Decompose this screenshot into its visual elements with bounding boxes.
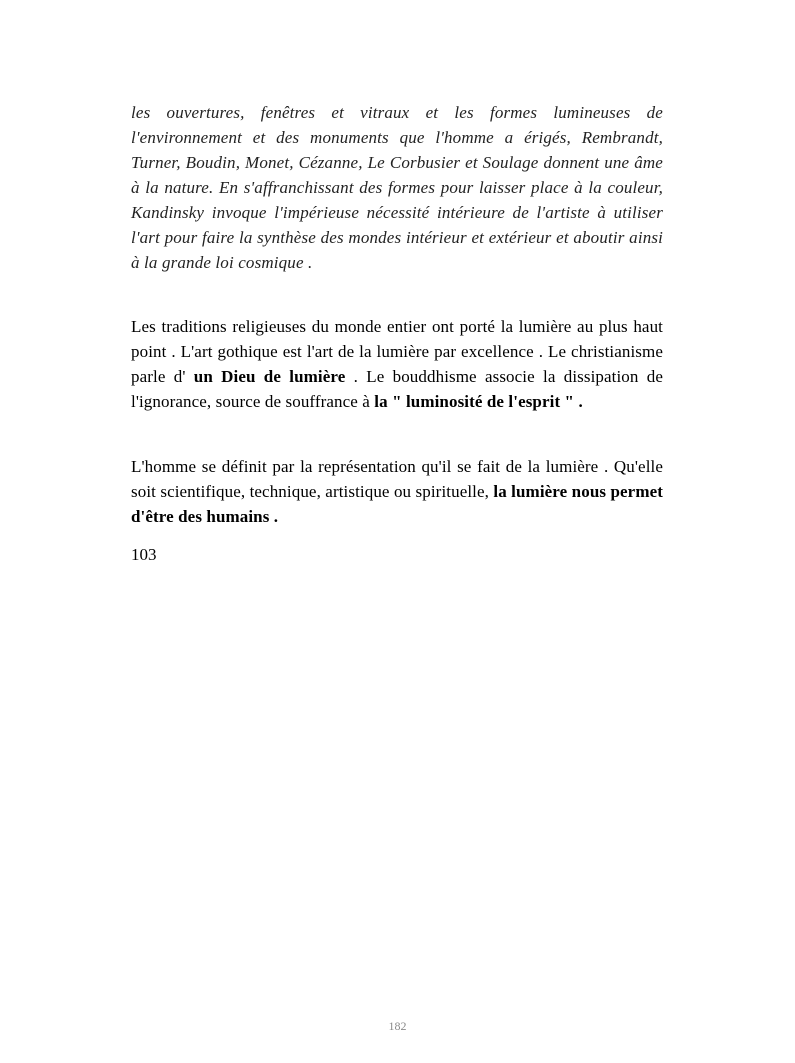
p2-text-2: . Le bouddhisme associe la dissipation de l'ignorance, source de souffrance à: [131, 367, 663, 411]
p2-bold-luminosite-esprit: la " luminosité de l'esprit " .: [374, 392, 583, 411]
note-number: 103: [131, 545, 157, 564]
paragraph-religious-traditions: [131, 314, 663, 414]
paragraph-human-light: [131, 454, 663, 529]
p2-text-1: Les traditions religieuses du monde entier ont porté la lumière au plus haut point . L'art gothique est l'art de la lumière par excellence . Le christianisme parle d': [131, 317, 663, 386]
p2-bold-dieu-de-lumiere: un Dieu de lumière: [193, 367, 346, 386]
paragraph-artists-light: les ouvertures, fenêtres et vitraux et les formes lumineuses de l'environnement et des monuments que l'homme a érigés, Rembrandt, Turner, Boudin, Monet, Cézanne, Le Corbusier et Soulage donnent une âme à la nature. En s'affranchissant des formes pour laisser place à la couleur, Kandinsky invoque l'impérieuse nécessité intérieure de l'artiste à utiliser l'art pour faire la synthèse des mondes intérieur et extérieur et aboutir ainsi à la grande loi cosmique .: [131, 103, 663, 272]
p3-text-1: L'homme se définit par la représentation qu'il se fait de la lumière . Qu'elle soit scientifique, technique, artistique ou spirituelle,: [131, 457, 663, 501]
p3-bold-conclusion: la lumière nous permet d'être des humains .: [131, 482, 663, 526]
page-number: 182: [388, 1019, 407, 1033]
